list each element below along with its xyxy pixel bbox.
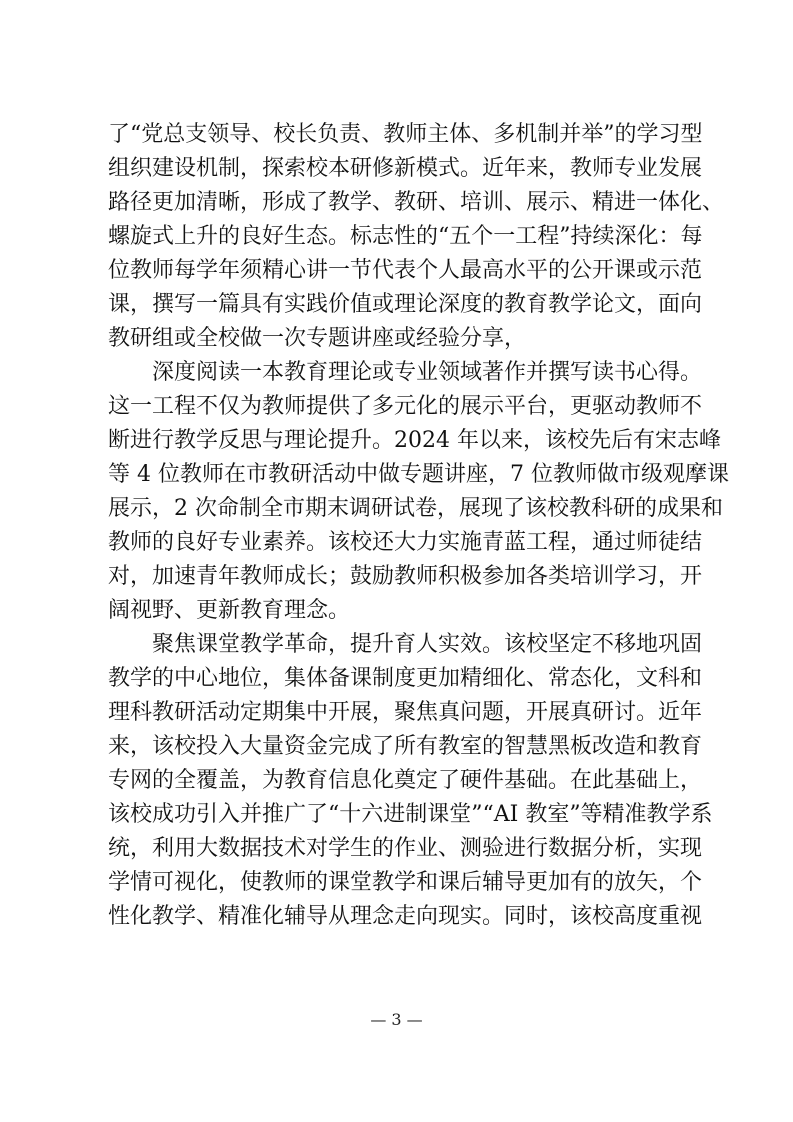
text-line: 深度阅读一本教育理论或专业领域著作并撰写读书心得。 bbox=[152, 360, 703, 385]
text-line: 阔视野、更新教育理念。 bbox=[108, 598, 351, 623]
text-line: 性化教学、精准化辅导从理念走向现实。同时，该校高度重视 bbox=[108, 904, 703, 929]
page-number: — 3 — bbox=[370, 1010, 423, 1029]
text-line: 该校成功引入并推广了“十六进制课堂”“AI 教室”等精准教学系 bbox=[108, 802, 713, 827]
text-line: 这一工程不仅为教师提供了多元化的展示平台，更驱动教师不 bbox=[108, 394, 703, 419]
text-line: 展示，2 次命制全市期末调研试卷，展现了该校教科研的成果和 bbox=[108, 496, 723, 521]
paragraph-3 bbox=[108, 628, 713, 934]
text-line: 组织建设机制，探索校本研修新模式。近年来，教师专业发展 bbox=[108, 156, 703, 181]
text-line: 螺旋式上升的良好生态。标志性的“五个一工程”持续深化：每 bbox=[108, 224, 703, 249]
text-line: 教师的良好专业素养。该校还大力实施青蓝工程，通过师徒结 bbox=[108, 530, 703, 555]
text-line: 路径更加清晰，形成了教学、教研、培训、展示、精进一体化、 bbox=[108, 190, 725, 215]
body-text bbox=[108, 118, 729, 934]
text-line: 位教师每学年须精心讲一节代表个人最高水平的公开课或示范 bbox=[108, 258, 703, 283]
text-line: 统，利用大数据技术对学生的作业、测验进行数据分析，实现 bbox=[108, 836, 703, 861]
text-line: 了“党总支领导、校长负责、教师主体、多机制并举”的学习型 bbox=[108, 122, 703, 147]
paragraph-1 bbox=[108, 118, 725, 356]
text-line: 专网的全覆盖，为教育信息化奠定了硬件基础。在此基础上， bbox=[108, 768, 703, 793]
text-line: 聚焦课堂教学革命，提升育人实效。该校坚定不移地巩固 bbox=[152, 632, 703, 657]
text-line: 课，撰写一篇具有实践价值或理论深度的教育教学论文，面向 bbox=[108, 292, 703, 317]
text-line: 教研组或全校做一次专题讲座或经验分享， bbox=[108, 326, 527, 351]
text-line: 理科教研活动定期集中开展，聚焦真问题，开展真研讨。近年 bbox=[108, 700, 703, 725]
text-line: 对，加速青年教师成长；鼓励教师积极参加各类培训学习，开 bbox=[108, 564, 703, 589]
text-line: 学情可视化，使教师的课堂教学和课后辅导更加有的放矢，个 bbox=[108, 870, 703, 895]
text-line: 来，该校投入大量资金完成了所有教室的智慧黑板改造和教育 bbox=[108, 734, 703, 759]
text-line: 等 4 位教师在市教研活动中做专题讲座，7 位教师做市级观摩课 bbox=[108, 462, 729, 487]
paragraph-2 bbox=[108, 356, 729, 628]
text-line: 教学的中心地位，集体备课制度更加精细化、常态化，文科和 bbox=[108, 666, 703, 691]
text-line: 断进行教学反思与理论提升。2024 年以来，该校先后有宋志峰 bbox=[108, 428, 721, 453]
